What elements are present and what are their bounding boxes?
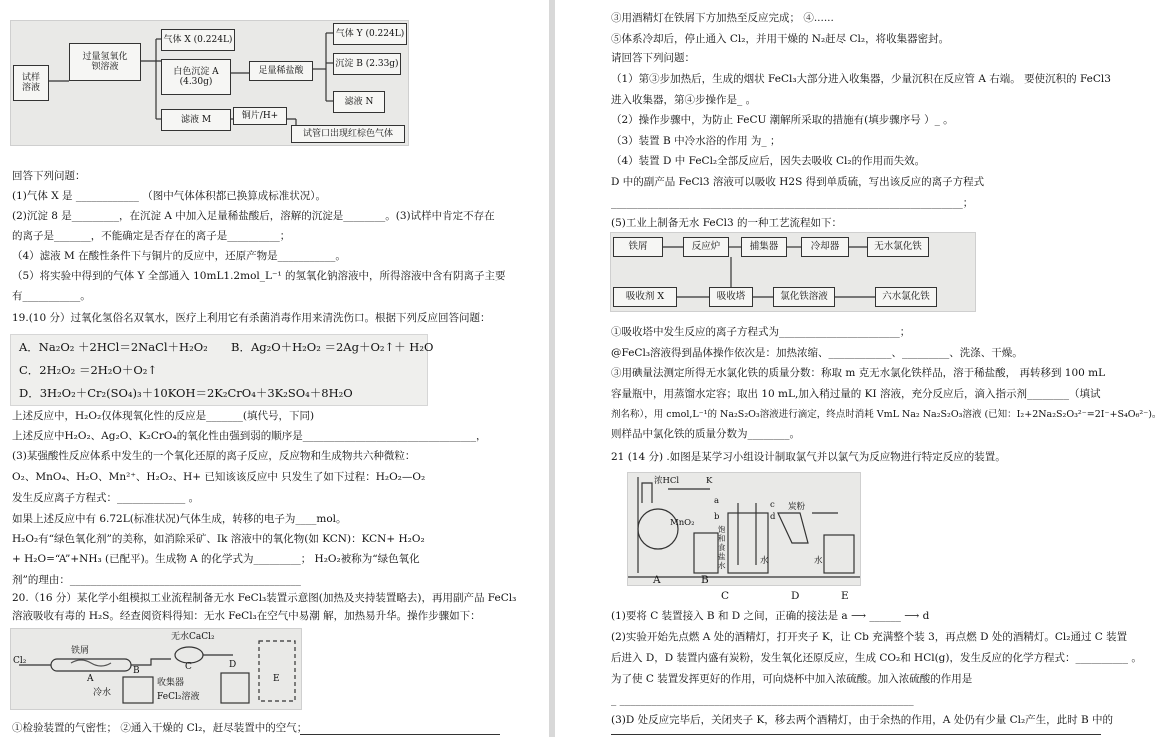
left-line-2: (1)气体 X 是 ____________ （图中气体体积都已换算成标准状况）。	[12, 190, 326, 202]
flow-absorbent-x: 吸收剂 X	[613, 287, 677, 307]
e-label: E	[273, 674, 280, 684]
water-label-1: 水	[760, 556, 769, 566]
left-line-10: 上述反应中H₂O₂、Ag₂O、K₂CrO₄的氧化性由强到弱的顺序是_________________________________，	[12, 430, 487, 442]
right-line-4: （1）第③步加热后，生成的烟状 FeCl₃大部分进入收集器，少量沉积在反应管 A 右端。 要使沉积的 FeCl3	[611, 73, 1111, 85]
industrial-process-flowchart	[610, 232, 976, 312]
left-line-5: （4）滤液 M 在酸性条件下与铜片的反应中，还原产物是___________。	[12, 250, 346, 262]
left-line-17: 剂”的理由：____________________________________________	[12, 574, 301, 586]
left-line-13: 发生反应离子方程式：_____________ 。	[12, 492, 200, 504]
right-line-7: （3）装置 B 中冷水浴的作用 为_ ；	[611, 135, 781, 147]
sample-solution-box: 试样 溶液	[13, 65, 49, 101]
right-line-21: 后进入 D，D 装置内盛有炭粉，发生氧化还原反应，生成 CO₂和 HCl(g)，发生反应的化学方程式：__________ 。	[611, 652, 1142, 664]
flow-anhydrous: 无水氯化铁	[867, 237, 929, 257]
right-line-23: _ ________________________________________________________	[611, 694, 914, 706]
dilute-hcl-box: 足量稀盐酸	[249, 61, 313, 81]
b-small-label: b	[714, 512, 720, 522]
flow-collector: 捕集器	[741, 237, 787, 257]
left-line-8: 19.(10 分）过氧化氢俗名双氧水，医疗上利用它有杀菌消毒作用来清洗伤口。根据下列反应回答问题：	[12, 312, 491, 324]
right-line-8: （4）装置 D 中 FeCl₂全部反应后，因失去吸收 Cl₂的作用而失效。	[611, 155, 926, 167]
bottom-rule	[300, 734, 500, 735]
left-line-4: 的离子是_______，不能确定是否存在的离子是__________；	[12, 230, 291, 242]
right-line-6: （2）操作步骤中，为防止 FeCU 潮解所采取的措施有(填步骤序号 ）_ 。	[611, 114, 954, 126]
collector-label: 收集器	[157, 678, 185, 688]
equation-d: D．3H₂O₂＋Cr₂(SO₄)₃＋10KOH＝2K₂CrO₄＋3K₂SO₄＋8H₂O	[19, 386, 353, 400]
left-line-6: （5）将实验中得到的气体 Y 全部通入 10mL1.2mol_L⁻¹ 的氢氧化钠溶液中，所得溶液中含有阴离子主要	[12, 270, 506, 282]
flow-solution: 氯化铁溶液	[773, 287, 835, 307]
flow-hexahydrate: 六水氯化铁	[875, 287, 937, 307]
right-line-1: ③用酒精灯在铁屑下方加热至反应完成； ④......	[611, 12, 834, 24]
right-line-12: ①吸收塔中发生反应的离子方程式为_______________________；	[611, 326, 911, 338]
excess-reagent-box: 过量氢氧化 钡溶液	[69, 43, 141, 81]
fig3-label-e: E	[841, 590, 849, 602]
fecl3-apparatus-figure	[10, 628, 302, 710]
left-line-16: + H₂O=“A”+NH₃ (已配平)。生成物 A 的化学式为_________； H₂O₂被称为“绿色氧化	[12, 553, 420, 565]
left-line-11: (3)某强酸性反应体系中发生的一个氧化还原的离子反应，反应物和生成物共六种微粒：	[12, 450, 416, 462]
gas-x-box: 气体 X (0.224L)	[161, 29, 235, 51]
left-line-12: O₂、MnO₄、H₂O、Mn²⁺、H₂O₂、H+ 已知该该反应中 只发生了如下过程：H₂O₂—O₂	[12, 471, 426, 483]
left-line-14: 如果上述反应中有 6.72L(标准状况)气体生成，转移的电子为____mol。	[12, 513, 347, 525]
right-line-24: (3)D 处反应完毕后，关闭夹子 K，移去两个酒精灯，由于余热的作用，A 处仍有少量 Cl₂产生，此时 B 中的	[611, 714, 1114, 726]
right-line-13: @FeCl₃溶液得到晶体操作依次是：加热浓缩、____________、_________、洗涤、干燥。	[611, 347, 1023, 359]
chlorine-apparatus-drawing	[628, 473, 860, 585]
flow-furnace: 反应炉	[683, 237, 729, 257]
right-line-20: (2)实验开始先点燃 A 处的酒精灯，打开夹子 K，让 Cb 充满整个装 3，再点燃 D 处的酒精灯。Cl₂通过 C 装置	[611, 631, 1128, 643]
left-column	[0, 0, 548, 737]
left-line-7: 有___________。	[12, 290, 91, 302]
copper-acid-box: 铜片/H+	[233, 107, 287, 125]
anhydrous-cacl2-label: 无水CaCl₂	[171, 632, 215, 642]
right-line-3: 请回答下列问题：	[611, 52, 695, 64]
filtrate-n-box: 滤液 N	[333, 91, 385, 113]
equation-b: B．Ag₂O＋H₂O₂ ＝2Ag＋O₂↑＋ H₂O	[231, 340, 434, 354]
right-line-15: 容量瓶中，用蒸馏水定容；取出 10 mL,加入稍过量的 KI 溶液，充分反应后，滴入指示剂________（填试	[611, 388, 1101, 400]
right-line-22: 为了使 C 装置发挥更好的作用，可向烧杯中加入浓硫酸。加入浓硫酸的作用是	[611, 673, 973, 685]
water-label-2: 水	[814, 556, 823, 566]
d-small-label: d	[770, 512, 776, 522]
left-line-9: 上述反应中，H₂O₂仅体现氧化性的反应是_______(填代号，下同)	[12, 410, 315, 422]
right-line-2: ⑤体系冷却后，停止通入 Cl₂，并用干燥的 N₂赶尽 Cl₂，将收集器密封。	[611, 33, 950, 45]
c-label: C	[185, 662, 192, 672]
fecl2-label: FeCl₂溶液	[157, 692, 200, 702]
right-line-11: (5)工业上制备无水 FeCl3 的一种工艺流程如下：	[611, 217, 843, 229]
cold-water-label: 冷水	[93, 688, 112, 698]
right-line-17: 则样品中氯化铁的质量分数为________。	[611, 428, 800, 440]
a-small-label: a	[714, 496, 720, 506]
mno2-label: MnO₂	[670, 518, 695, 528]
equation-c: C．2H₂O₂ ＝2H₂O＋O₂↑	[19, 363, 158, 377]
gas-y-box: 气体 Y (0.224L)	[333, 23, 407, 45]
precipitate-b-box: 沉淀 B (2.33g)	[333, 53, 401, 75]
equations-block	[10, 334, 434, 406]
flow-condenser: 冷却器	[801, 237, 849, 257]
a-label: A	[87, 674, 94, 684]
fig3-label-b: B	[701, 574, 709, 586]
charcoal-label: 炭粉	[788, 502, 806, 512]
chlorine-apparatus-figure	[627, 472, 861, 586]
conc-hcl-label: 浓HCl	[654, 476, 680, 486]
right-line-18: 21 (14 分) .如图是某学习小组设计制取氯气并以氯气为反应物进行特定反应的装置。	[611, 451, 1006, 463]
right-column	[555, 0, 1161, 737]
fig3-label-c: C	[721, 590, 730, 602]
d-label: D	[229, 660, 237, 670]
right-line-19: (1)要将 C 装置接入 B 和 D 之间，正确的接法是 a ⟶ ______ ⟶ d	[611, 610, 930, 622]
c-small-label: c	[770, 500, 775, 510]
left-line-3: (2)沉淀 8 是_________，在沉淀 A 中加入足量稀盐酸后，溶解的沉淀是________。(3)试样中肯定不存在	[12, 210, 495, 222]
left-line-15: H₂O₂有“绿色氧化剂”的美称，如消除采矿、Ik 溶液中的氧化物(如 KCN)：KCN+ H₂O₂	[12, 533, 425, 545]
cl2-label: Cl₂	[13, 656, 27, 666]
right-line-9: D 中的副产品 FeCl3 溶液可以吸收 H2S 得到单质硫，写出该反应的离子方程式	[611, 176, 985, 188]
ion-analysis-flowchart	[10, 20, 409, 146]
right-bottom-rule	[611, 734, 1101, 735]
right-line-14: ③用碘量法测定所得无水氯化铁的质量分数：称取 m 克无水氯化铁样品，溶于稀盐酸， 再转移到 100 mL	[611, 367, 1106, 379]
iron-label: 铁屑	[71, 646, 90, 656]
saturated-nacl-label: 饱和食盐水	[718, 525, 726, 570]
b-label: B	[133, 666, 140, 676]
red-brown-gas-box: 试管口出现红棕色气体	[291, 125, 405, 143]
equation-a: A．Na₂O₂ ＋2HCl＝2NaCl＋H₂O₂	[19, 340, 208, 354]
k-label: K	[706, 476, 713, 486]
filtrate-m-box: 滤液 M	[161, 109, 231, 131]
left-line-20: ①检验装置的气密性； ②通入干燥的 Cl₂，赶尽装置中的空气；	[12, 722, 308, 734]
right-line-16: 剂名称），用 cmol,L⁻¹的 Na₂S₂O₃溶液进行滴定，终点时消耗 VmL Na₂ Na₂S₂O₃溶液 (已知：I₂+2Na₂S₂O₃²⁻=2I⁻+S₄O₆²⁻)。	[611, 409, 1161, 420]
right-line-5: 进入收集器，第④步操作是_ 。	[611, 94, 757, 106]
right-line-10: ___________________________________________________________________；	[611, 197, 974, 209]
apparatus-drawing	[11, 629, 301, 709]
precipitate-a-box: 白色沉淀 A (4.30g)	[161, 59, 231, 95]
fig3-label-a: A	[653, 574, 661, 586]
flow-iron: 铁屑	[613, 237, 663, 257]
left-line-19: 溶液吸收有毒的 H₂S。经查阅资料得知：无水 FeCl₃在空气中易潮 解，加热易升华。操作步骤如下：	[12, 610, 481, 622]
left-line-18: 20.（16 分）某化学小组模拟工业流程制备无水 FeCl₃装置示意图(加热及夹持装置略去)，再用副产品 FeCl₃	[12, 592, 517, 604]
fig3-label-d: D	[791, 590, 800, 602]
flow-absorber: 吸收塔	[709, 287, 753, 307]
left-line-1: 回答下列问题：	[12, 170, 86, 182]
